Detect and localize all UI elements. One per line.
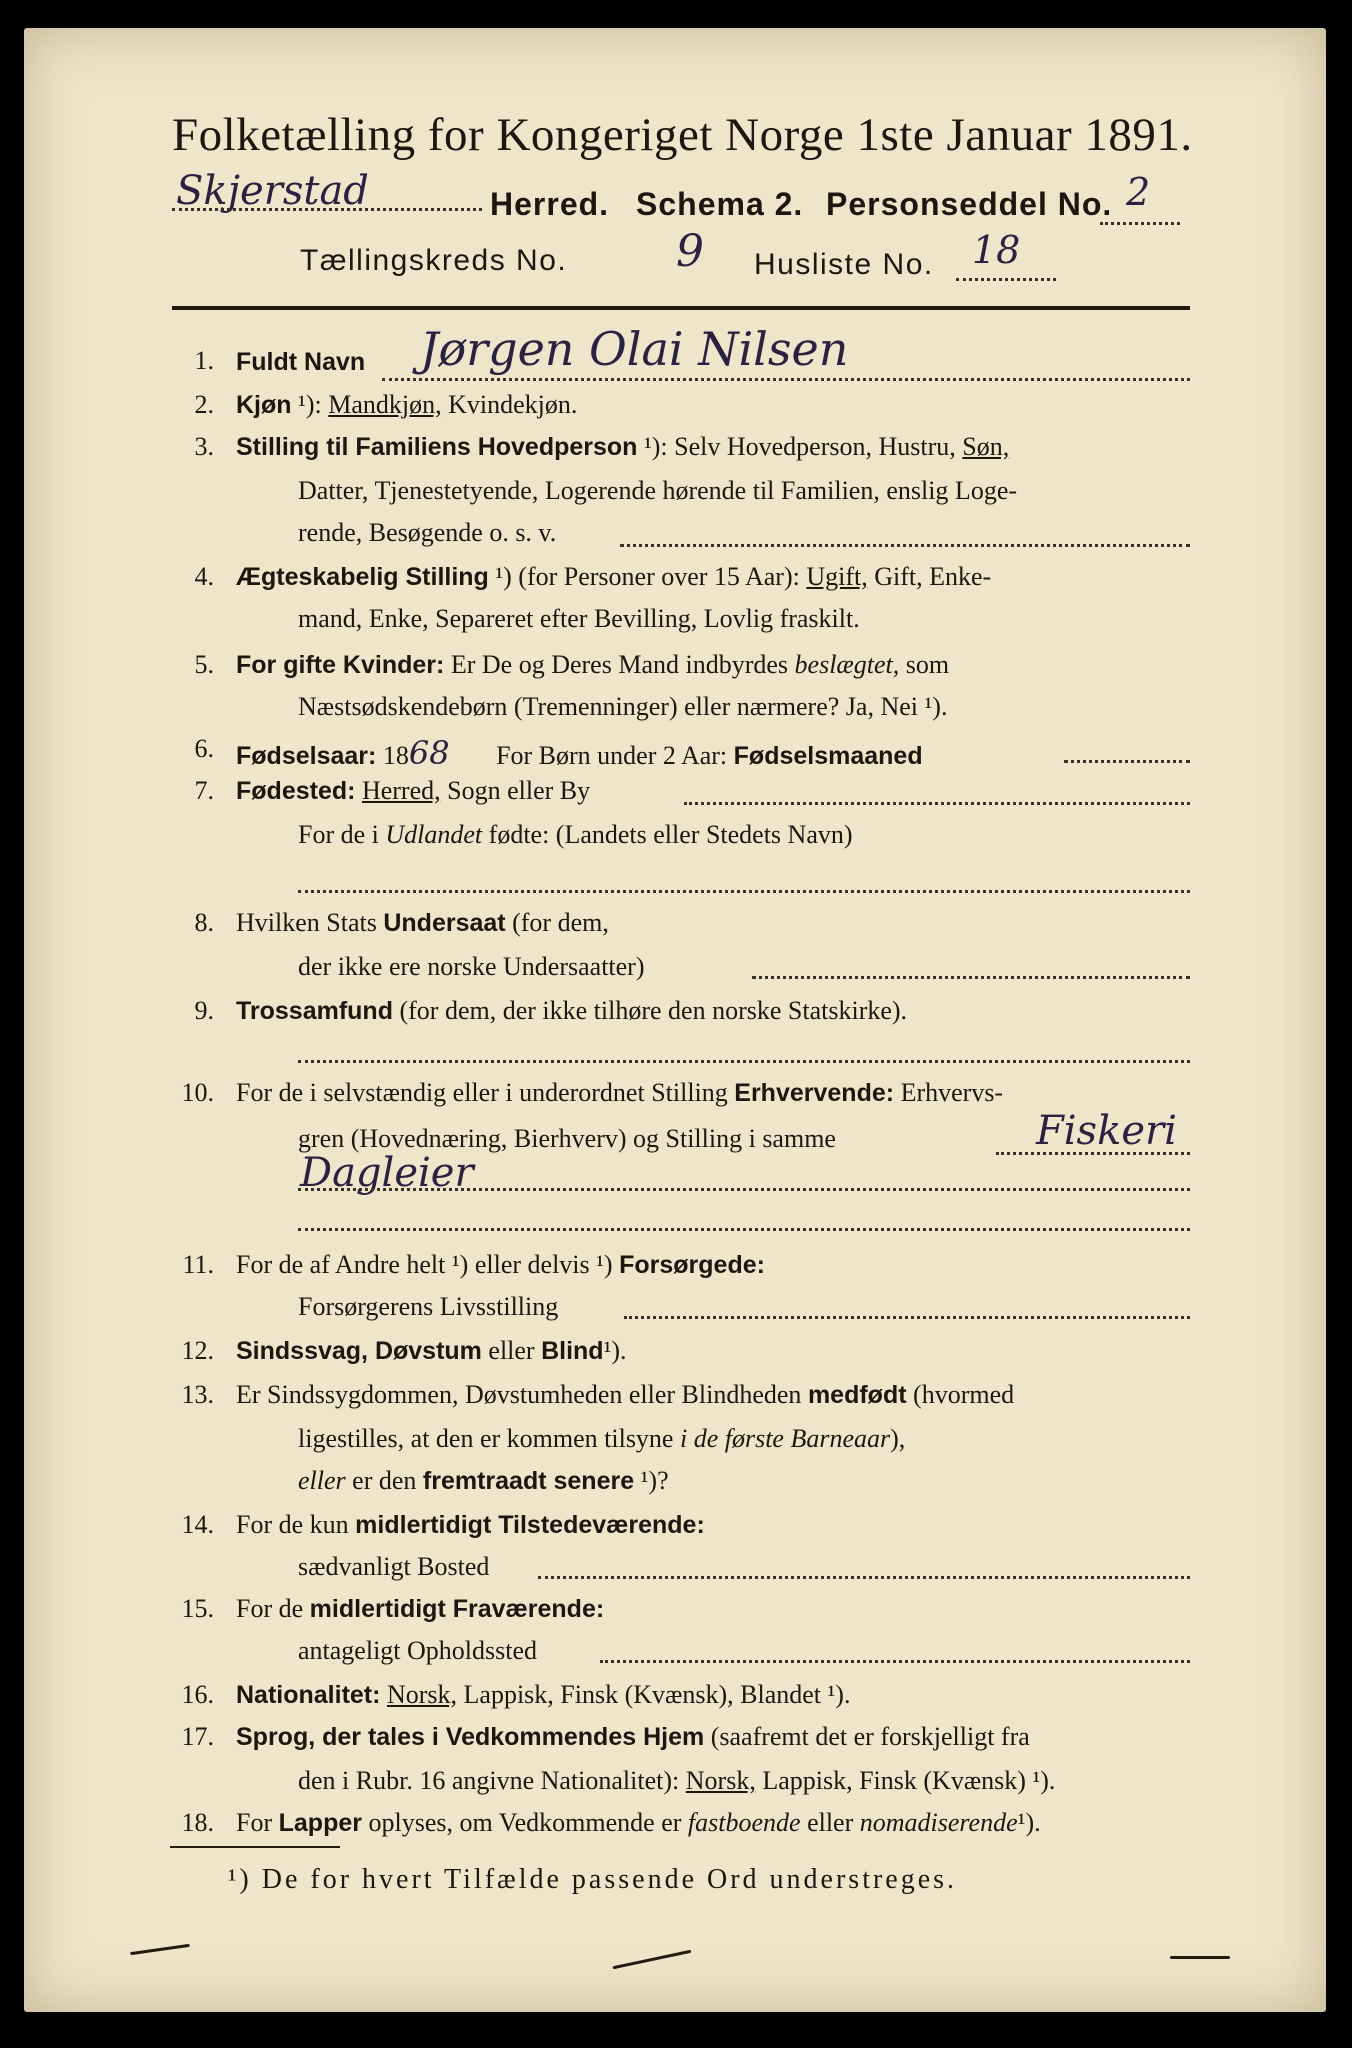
q6-dotline [1064,760,1190,763]
q3-line2: Datter, Tjenestetyende, Logerende hørende til Familien, enslig Loge- [298,476,1018,505]
q1-number: 1. [194,346,214,375]
q14-line2: sædvanligt Bosted [298,1552,490,1581]
q7-line2 [298,820,853,850]
form-title: Folketælling for Kongeriget Norge 1ste Januar 1891. [172,109,1193,161]
q6-prefix: 18 [382,741,409,770]
q3-line3: rende, Besøgende o. s. v. [298,518,557,547]
footnote-rule [170,1846,340,1848]
q10-line [236,1078,1003,1108]
q15-dotline [600,1660,1190,1663]
personseddel-number: 2 [1126,170,1151,214]
q14-text: For de kun [236,1510,349,1539]
q16-underlined-norsk: Norsk, [386,1680,458,1709]
q10-line2: gren (Hovednæring, Bierhverv) og Stilling i samme [298,1124,836,1153]
pen-mark-right [1170,1956,1230,1959]
q7-line [236,776,590,806]
q6-line [236,734,923,772]
q18-label: Lapper [278,1809,362,1837]
q7-dotline [684,802,1190,805]
q13-line [236,1380,1014,1410]
q4-number: 4. [194,562,214,591]
q11-label: Forsørgede: [619,1251,765,1279]
q13-text-b: (hvormed [913,1380,1015,1409]
q18-italic2: nomadiserende [859,1808,1018,1837]
schema-label: Schema 2. [636,186,804,222]
q9-line [236,996,907,1026]
q3-number: 3. [194,432,214,461]
q7-dotline2 [298,890,1190,893]
q10-text: For de i selvstændig eller i underordnet Stilling [236,1078,728,1107]
q12-label: Sindssvag, Døvstum [236,1337,482,1365]
q13-line3-b: ¹)? [640,1466,669,1495]
q9-label: Trossamfund [236,997,393,1025]
municipality-dotline [172,208,482,211]
q11-number: 11. [182,1250,214,1279]
q8-line [236,908,609,938]
q13-line2-b: ), [890,1424,906,1453]
tellingskreds-number: 9 [676,226,704,277]
q15-number: 15. [181,1594,214,1623]
q4-text: ¹) (for Personer over 15 Aar): [495,562,800,591]
q10-answer-fiskeri: Fiskeri [1036,1108,1177,1154]
q9-text: (for dem, der ikke tilhøre den norske Statskirke). [399,996,908,1025]
q15-line2: antageligt Opholdssted [298,1636,538,1665]
q10-text-b: Erhvervs- [900,1078,1004,1107]
q12-text: eller [488,1336,535,1365]
q12-tail: ¹). [603,1336,627,1365]
q16-line [236,1680,850,1710]
q7-line2-italic: Udlandet [385,820,483,849]
q18-tail: ¹). [1017,1808,1041,1837]
q12-label2: Blind [541,1337,604,1365]
personseddel-dotline [1100,222,1180,225]
q14-line [236,1510,705,1540]
q17-underlined-norsk: Norsk, [685,1766,756,1795]
q6-label2: Fødselsmaaned [733,742,923,770]
q12-line [236,1336,627,1366]
q18-italic: fastboende [687,1808,801,1837]
q5-number: 5. [194,650,214,679]
q9-number: 9. [194,996,214,1025]
footnote: ¹) De for hvert Tilfælde passende Ord understreges. [228,1864,958,1895]
q14-label: midlertidigt Tilstedeværende: [355,1511,705,1539]
q10-dotline2 [298,1188,1190,1191]
q1-label: Fuldt Navn [236,348,366,376]
q2-option-kvindekjon: Kvindekjøn. [448,390,578,419]
q2-option-mandkjon: Mandkjøn, [328,390,442,419]
q11-line2: Forsørgerens Livsstilling [298,1292,559,1321]
q13-line2 [298,1424,905,1454]
q17-number: 17. [181,1722,214,1751]
header-rule [172,306,1190,310]
q10-label: Erhvervende: [734,1079,895,1107]
q8-text-b: (for dem, [512,908,609,937]
q15-label: midlertidigt Fraværende: [309,1595,605,1623]
q13-text: Er Sindssygdommen, Døvstumheden eller Blindheden [236,1380,802,1409]
q10-number: 10. [181,1078,214,1107]
q18-text-b: oplyses, om Vedkommende er [368,1808,682,1837]
q5-text: Er De og Deres Mand indbyrdes [450,650,789,679]
q15-line [236,1594,604,1624]
q7-line2-a: For de i [298,820,379,849]
q3-text: ¹): Selv Hovedperson, Hustru, [643,432,956,461]
q10-answer-dagleier: Dagleier [300,1150,474,1196]
q7-label: Fødested: [236,777,356,805]
q13-label: medfødt [807,1381,907,1409]
q8-dotline [752,976,1190,979]
q17-line [236,1722,1030,1752]
q17-line2-b: Lappisk, Finsk (Kvænsk) ¹). [762,1766,1056,1795]
husliste-number: 18 [972,228,1021,272]
q14-number: 14. [181,1510,214,1539]
q12-number: 12. [181,1336,214,1365]
q7-underlined-herred: Herred, [361,776,441,805]
q13-line3 [298,1466,669,1496]
q15-text: For de [236,1594,304,1623]
q10-dotline [996,1152,1190,1155]
q8-number: 8. [194,908,214,937]
q6-number: 6. [194,734,214,763]
q2-line [236,390,577,420]
q16-number: 16. [181,1680,214,1709]
q17-label: Sprog, der tales i Vedkommendes Hjem [236,1723,705,1751]
q11-text: For de af Andre helt ¹) eller delvis ¹) [236,1250,613,1279]
q8-label: Undersaat [383,909,506,937]
q18-number: 18. [181,1808,214,1837]
q10-dotline3 [298,1228,1190,1231]
q5-italic: beslægtet, [794,650,900,679]
q17-line2 [298,1766,1055,1796]
q13-number: 13. [181,1380,214,1409]
q18-text: For [236,1808,273,1837]
q4-label: Ægteskabelig Stilling [236,563,489,591]
q1-name-handwritten: Jørgen Olai Nilsen [420,322,849,376]
personseddel-label: Personseddel No. [826,186,1113,222]
q2-label: Kjøn [236,391,292,419]
q1-dotline [382,378,1190,381]
herred-label: Herred. [490,186,610,222]
q5-label: For gifte Kvinder: [236,651,445,679]
q3-line [236,432,1009,462]
q2-number: 2. [194,390,214,419]
q2-note: ¹): [298,390,322,419]
municipality-handwritten: Skjerstad [176,168,369,214]
q5-line2: Næstsødskendebørn (Tremenninger) eller nærmere? Ja, Nei ¹). [298,692,948,721]
husliste-dotline [956,278,1056,281]
q3-underlined-son: Søn, [962,432,1010,461]
tellingskreds-label: Tællingskreds No. [300,244,568,277]
q4-line2: mand, Enke, Separeret efter Bevilling, Lovlig fraskilt. [298,604,860,633]
q7-text: Sogn eller By [447,776,591,805]
q17-line2-a: den i Rubr. 16 angivne Nationalitet): [298,1766,680,1795]
q13-line3-italic: eller [298,1466,346,1495]
q6-year-handwritten: 68 [408,734,450,772]
q16-label: Nationalitet: [236,1681,381,1709]
q9-dotline [298,1060,1190,1063]
q8-text: Hvilken Stats [236,908,377,937]
q7-number: 7. [194,776,214,805]
q3-dotline [620,544,1190,547]
q13-line3-a: er den [352,1466,417,1495]
q16-text: Lappisk, Finsk (Kvænsk), Blandet ¹). [463,1680,851,1709]
q5-line [236,650,949,680]
q14-dotline [538,1576,1190,1579]
q13-line2-italic: i de første Barneaar [679,1424,891,1453]
q6-label: Fødselsaar: [236,742,377,770]
q6-text: For Børn under 2 Aar: [496,741,728,770]
q11-line [236,1250,765,1280]
q18-line [236,1808,1041,1838]
q18-text-c: eller [807,1808,854,1837]
q4-text-b: Gift, Enke- [874,562,992,591]
q3-label: Stilling til Familiens Hovedperson [236,433,638,461]
q4-line [236,562,991,592]
q11-dotline [624,1316,1190,1319]
q4-underlined-ugift: Ugift, [806,562,868,591]
q7-line2-b: fødte: (Landets eller Stedets Navn) [488,820,853,849]
q17-text: (saafremt det er forskjelligt fra [710,1722,1030,1751]
q13-line2-a: ligestilles, at den er kommen tilsyne [298,1424,674,1453]
husliste-label: Husliste No. [754,248,934,281]
q5-text-b: som [905,650,950,679]
q8-line2: der ikke ere norske Undersaatter) [298,952,645,981]
q13-line3-label: fremtraadt senere [422,1467,635,1495]
